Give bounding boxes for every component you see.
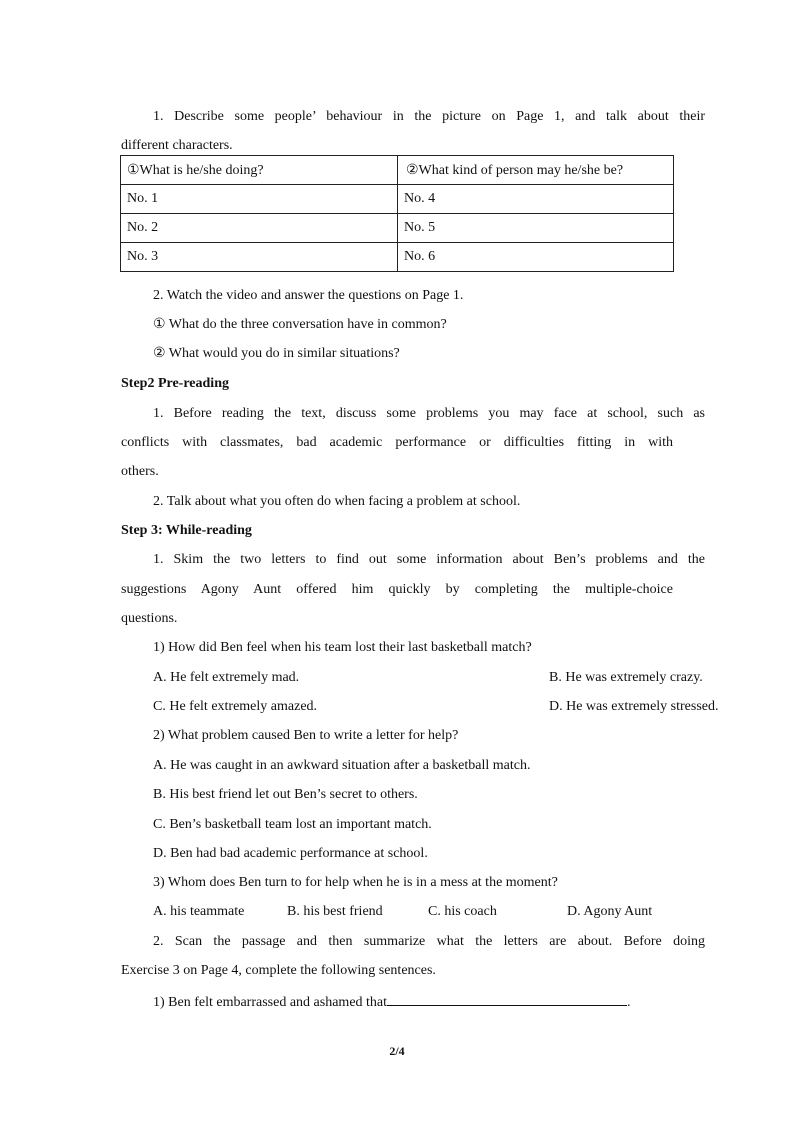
mcq-1-options-row-2 <box>121 698 719 716</box>
mcq-2-option-a: A. He was caught in an awkward situation after a basketball match. <box>153 758 531 773</box>
mcq-3-question: 3) Whom does Ben turn to for help when he is in a mess at the moment? <box>153 875 558 890</box>
mcq-3-option-c: C. his coach <box>428 904 497 919</box>
mcq-3-option-b: B. his best friend <box>287 904 383 919</box>
table-header-left: ①What is he/she doing? <box>121 156 398 185</box>
mcq-1-option-d: D. He was extremely stressed. <box>549 699 719 714</box>
table-cell: No. 6 <box>398 243 674 272</box>
table-row <box>121 243 674 272</box>
table-row <box>121 185 674 214</box>
table-row <box>121 214 674 243</box>
step3-paragraph-1-line-1: 1. Skim the two letters to find out some information about Ben’s problems and the <box>153 552 705 567</box>
step2-paragraph-1-line-3: others. <box>121 464 159 479</box>
table-cell: No. 3 <box>121 243 398 272</box>
mcq-3-option-a: A. his teammate <box>153 904 245 919</box>
mcq-2-option-c: C. Ben’s basketball team lost an important match. <box>153 817 432 832</box>
mcq-1-question: 1) How did Ben feel when his team lost their last basketball match? <box>153 640 532 655</box>
question-1-line-2: different characters. <box>121 138 233 153</box>
sentence-1 <box>121 991 705 1012</box>
table-cell: No. 5 <box>398 214 674 243</box>
question-2: 2. Watch the video and answer the questions on Page 1. <box>153 288 464 303</box>
sentence-1-text: 1) Ben felt embarrassed and ashamed that <box>153 995 388 1010</box>
page-number: 2/4 <box>389 1044 405 1058</box>
sentence-1-end: . <box>627 995 631 1010</box>
table-cell: No. 4 <box>398 185 674 214</box>
step2-paragraph-2: 2. Talk about what you often do when facing a problem at school. <box>153 494 521 509</box>
mcq-1-option-a: A. He felt extremely mad. <box>153 670 300 685</box>
table-header-right: ②What kind of person may he/she be? <box>398 156 674 185</box>
mcq-2-option-d: D. Ben had bad academic performance at school. <box>153 846 428 861</box>
table-header-row <box>121 156 674 185</box>
mcq-3-option-d: D. Agony Aunt <box>567 904 653 919</box>
step2-paragraph-1-line-1: 1. Before reading the text, discuss some problems you may face at school, such as <box>153 406 705 421</box>
question-2-item-b: ② What would you do in similar situations? <box>153 346 400 361</box>
mcq-1-options-row-1 <box>121 669 705 687</box>
step3-paragraph-1-line-2: suggestions Agony Aunt offered him quickly by completing the multiple-choice <box>121 582 673 597</box>
table-cell: No. 1 <box>121 185 398 214</box>
question-1-line-1: 1. Describe some people’ behaviour in the picture on Page 1, and talk about their <box>153 109 705 124</box>
mcq-1-option-c: C. He felt extremely amazed. <box>153 699 318 714</box>
step3-heading: Step 3: While-reading <box>121 523 252 538</box>
mcq-1-option-b: B. He was extremely crazy. <box>549 670 703 685</box>
sentence-1-blank[interactable] <box>387 991 627 1006</box>
step2-paragraph-1-line-2: conflicts with classmates, bad academic performance or difficulties fitting in with <box>121 435 673 450</box>
step3-paragraph-2-line-1: 2. Scan the passage and then summarize what the letters are about. Before doing <box>153 934 705 949</box>
question-2-item-a: ① What do the three conversation have in common? <box>153 317 447 332</box>
step3-paragraph-2-line-2: Exercise 3 on Page 4, complete the following sentences. <box>121 963 436 978</box>
step3-paragraph-1-line-3: questions. <box>121 611 178 626</box>
characters-table <box>120 155 674 272</box>
mcq-2-question: 2) What problem caused Ben to write a letter for help? <box>153 728 459 743</box>
step2-heading: Step2 Pre-reading <box>121 376 229 391</box>
table-cell: No. 2 <box>121 214 398 243</box>
mcq-2-option-b: B. His best friend let out Ben’s secret to others. <box>153 787 418 802</box>
